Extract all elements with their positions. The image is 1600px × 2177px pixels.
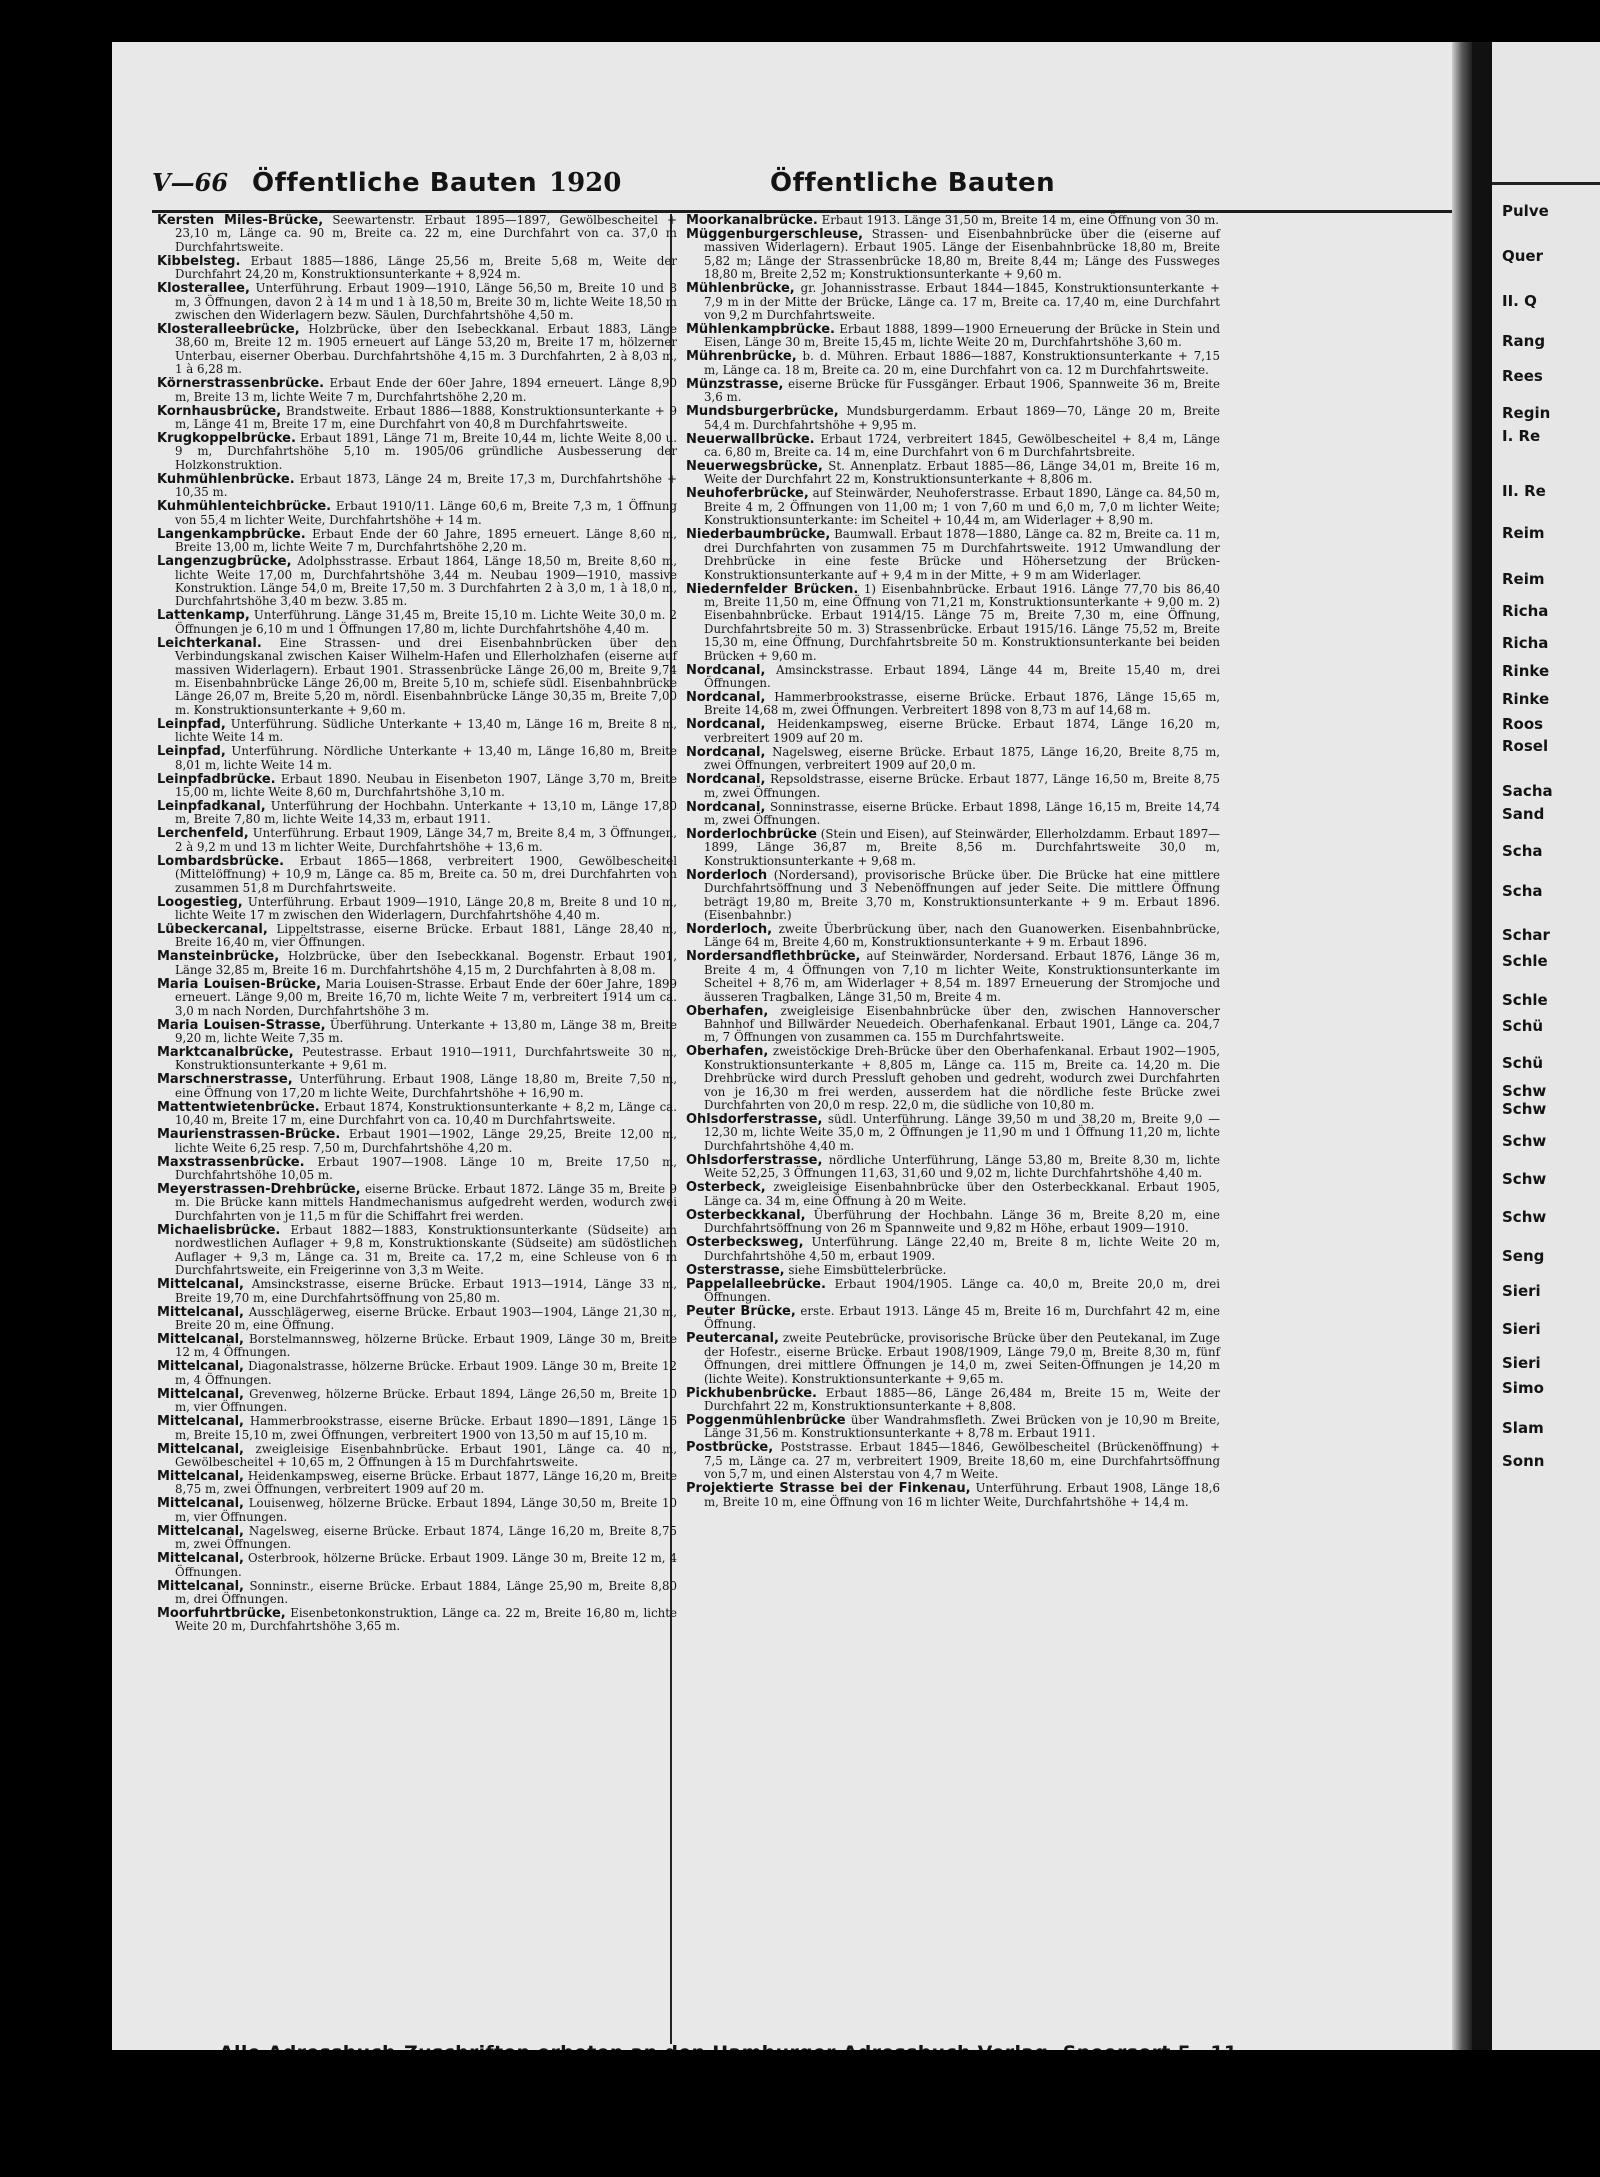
entry-text: St. Annenplatz. Erbaut 1885—86, Länge 34,01 m, Breite 16 m, Weite der Durchfahrt 22 m, Konstruktionsunterkante + 8,806 m.	[704, 459, 1221, 487]
adjacent-entry-fragment: Regin	[1502, 404, 1551, 422]
entry-text: Osterbrook, hölzerne Brücke. Erbaut 1909. Länge 30 m, Breite 12 m, 4 Öffnungen.	[175, 1551, 677, 1579]
entry-name: Osterbeck,	[686, 1180, 766, 1196]
adjacent-entry-fragment: Schar	[1502, 926, 1550, 944]
directory-entry	[686, 1181, 1220, 1208]
entry-name: Nordcanal,	[686, 717, 766, 733]
entry-name: Leinpfad,	[157, 716, 226, 732]
entry-text: (Stein und Eisen), auf Steinwärder, Ellerholzdamm. Erbaut 1897—1899, Länge 36,87 m, Breite 8,56 m. Durchfahrtsweite 30,0 m, Konstruktionsunterkante + 9,68 m.	[704, 826, 1220, 868]
adjacent-entry-fragment: Sieri	[1502, 1320, 1541, 1338]
directory-entry	[157, 1046, 677, 1073]
directory-entry	[157, 1019, 677, 1046]
adjacent-entry-fragment: Sieri	[1502, 1354, 1541, 1372]
entry-name: Nordcanal,	[686, 799, 766, 815]
directory-entry	[157, 896, 677, 923]
entry-text: Überführung. Unterkante + 13,80 m, Länge 38 m, Breite 9,20 m, lichte Weite 7,35 m.	[175, 1017, 678, 1046]
entry-name: Mittelcanal,	[157, 1359, 244, 1375]
entry-text: Erbaut 1885—86, Länge 26,484 m, Breite 15 m, Weite der Durchfahrt 22 m, Konstruktionsunterkante + 8,808.	[704, 1385, 1221, 1413]
entry-text: zweigleisige Eisenbahnbrücke über den, zwischen Hannoverscher Bahnhof und Billwärder Neuedeich. Oberhafenkanal. Erbaut 1901, Länge ca. 204,7 m, 7 Öffnungen von zusammen ca. 155 m Durchfahrtsweite.	[704, 1003, 1221, 1045]
directory-entry	[686, 1441, 1220, 1481]
entry-text: erste. Erbaut 1913. Länge 45 m, Breite 16 m, Durchfahrt 42 m, eine Öffnung.	[704, 1303, 1220, 1332]
entry-name: Projektierte Strasse bei der Finkenau,	[686, 1481, 971, 1497]
adjacent-entry-fragment: Simo	[1502, 1379, 1544, 1397]
entry-text: Erbaut 1882—1883, Konstruktionsunterkante (Südseite) am nordwestlichen Auflager + 9,8 m, Konstruktionskante (Südseite) am südöstlichen Auflager + 9,3 m, Länge ca. 31 m, Breite ca. 17,2 m, eine Schleuse von 6 m Durchfahrtsweite, ein Freigerinne von 3,3 m Weite.	[175, 1222, 677, 1278]
directory-entry	[157, 1415, 677, 1442]
entry-text: Hammerbrookstrasse, eiserne Brücke. Erbaut 1876, Länge 15,65 m, Breite 14,68 m, zwei Öffnungen. Verbreitert 1898 von 8,73 m auf 14,68 m.	[704, 689, 1221, 718]
left-column	[157, 214, 677, 1634]
directory-entry	[157, 500, 677, 527]
directory-entry	[157, 1101, 677, 1128]
entry-name: Kuhmühlenbrücke.	[157, 471, 295, 487]
directory-entry	[157, 1525, 677, 1552]
adjacent-entry-fragment: Slam	[1502, 1419, 1544, 1437]
entry-name: Kersten Miles-Brücke,	[157, 213, 324, 228]
directory-entry	[686, 1113, 1220, 1153]
entry-name: Poggenmühlenbrücke	[686, 1412, 846, 1428]
entry-name: Ohlsdorferstrasse,	[686, 1152, 823, 1168]
entry-text: Hammerbrookstrasse, eiserne Brücke. Erbaut 1890—1891, Länge 16 m, Breite 15,10 m, zwei Öffnungen, verbreitert 1900 von 13,50 m auf 15,10 m.	[175, 1414, 677, 1442]
entry-name: Münzstrasse,	[686, 376, 784, 392]
directory-entry	[157, 1470, 677, 1497]
entry-name: Kibbelsteg.	[157, 253, 241, 269]
entry-name: Norderlochbrücke	[686, 826, 817, 842]
adjacent-entry-fragment: Sacha	[1502, 782, 1553, 800]
directory-entry	[157, 1073, 677, 1100]
entry-name: Maurienstrassen-Brücke.	[157, 1127, 341, 1143]
entry-name: Mittelcanal,	[157, 1277, 244, 1293]
adjacent-entry-fragment: Richa	[1502, 602, 1549, 620]
directory-entry	[686, 801, 1220, 828]
scan-border-left	[0, 0, 112, 2177]
entry-name: Lübeckercanal,	[157, 922, 268, 937]
adjacent-entry-fragment: Rosel	[1502, 737, 1549, 755]
entry-name: Lerchenfeld,	[157, 826, 249, 842]
entry-name: Mittelcanal,	[157, 1441, 244, 1457]
entry-text: Mundsburgerdamm. Erbaut 1869—70, Länge 20 m, Breite 54,4 m. Durchfahrtshöhe + 9,95 m.	[704, 404, 1221, 432]
entry-text: Baumwall. Erbaut 1878—1880, Länge ca. 82 m, Breite ca. 11 m, drei Durchfahrten von zusammen 75 m Durchfahrtsweite. 1912 Umwandlung der Drehbrücke in eine feste Brücke und Höhersetzung der Brücken-Konstruktionsunterkante auf + 9,4 m in der Mitte, + 9 m am Widerlager.	[704, 527, 1220, 582]
directory-entry	[686, 773, 1220, 800]
entry-name: Nordersandflethbrücke,	[686, 949, 861, 965]
entry-text: Erbaut 1873, Länge 24 m, Breite 17,3 m, Durchfahrtshöhe + 10,35 m.	[175, 471, 678, 500]
entry-name: Maxstrassenbrücke.	[157, 1154, 305, 1170]
directory-entry	[157, 978, 677, 1018]
entry-text: Peutestrasse. Erbaut 1910—1911, Durchfahrtsweite 30 m, Konstruktionsunterkante + 9,61 m.	[175, 1045, 678, 1073]
directory-entry	[686, 350, 1220, 377]
entry-name: Leinpfad,	[157, 744, 226, 760]
entry-text: Erbaut 1724, verbreitert 1845, Gewölbescheitel + 8,4 m, Länge ca. 6,80 m, Breite ca. 14 m, eine Durchfahrt von 6 m Durchfahrtsbreite.	[704, 431, 1220, 460]
entry-text: b. d. Mühren. Erbaut 1886—1887, Konstruktionsunterkante + 7,15 m, Länge ca. 18 m, Breite ca. 20 m, eine Durchfahrt von ca. 12 m Durchfahrtsweite.	[704, 349, 1220, 377]
directory-entry	[686, 691, 1220, 718]
entry-text: Diagonalstrasse, hölzerne Brücke. Erbaut 1909. Länge 30 m, Breite 12 m, 4 Öffnungen.	[175, 1359, 677, 1387]
entry-name: Neuerwegsbrücke,	[686, 459, 823, 475]
adjacent-entry-fragment: Roos	[1502, 715, 1544, 733]
adjacent-entry-fragment: Schw	[1502, 1132, 1547, 1150]
directory-entry	[686, 1305, 1220, 1332]
entry-text: Erbaut 1885—1886, Länge 25,56 m, Breite 5,68 m, Weite der Durchfahrt 24,20 m, Konstruktionsunterkante + 8,924 m.	[175, 253, 677, 282]
directory-entry	[157, 1333, 677, 1360]
directory-entry	[157, 1183, 677, 1223]
adjacent-entry-fragment: Schle	[1502, 991, 1548, 1009]
entry-name: Müggenburgerschleuse,	[686, 227, 864, 242]
adjacent-entry-fragment: II. Re	[1502, 482, 1546, 500]
adjacent-entry-fragment: Schw	[1502, 1100, 1547, 1118]
directory-entry	[686, 1209, 1220, 1236]
entry-text: zweite Peutebrücke, provisorische Brücke über den Peutekanal, im Zuge der Hofestr., eiserne Brücke. Erbaut 1908/1909, Länge 79,0 m, Breite 8,30 m, fünf Öffnungen, drei mittlere Öffnungen je 14,0 m, zwei Seiten-Öffnungen je 14,20 m (lichte Weite). Konstruktionsunterkante + 9,65 m.	[704, 1331, 1220, 1386]
directory-entry	[686, 433, 1220, 460]
entry-name: Mittelcanal,	[157, 1468, 244, 1484]
entry-text: Lippeltstrasse, eiserne Brücke. Erbaut 1881, Länge 28,40 m, Breite 16,40 m, vier Öffnungen.	[175, 922, 677, 950]
entry-name: Pappelalleebrücke.	[686, 1276, 826, 1292]
directory-entry	[686, 950, 1220, 1004]
directory-entry	[157, 214, 677, 254]
entry-name: Mittelcanal,	[157, 1523, 244, 1539]
entry-name: Klosterallee,	[157, 281, 250, 297]
page-gutter-shadow	[1452, 42, 1472, 2050]
entry-text: Unterführung. Südliche Unterkante + 13,40 m, Länge 16 m, Breite 8 m, lichte Weite 14 m.	[175, 716, 678, 745]
entry-text: Repsoldstrasse, eiserne Brücke. Erbaut 1877, Länge 16,50 m, Breite 8,75 m, zwei Öffnungen.	[704, 772, 1220, 800]
entry-text: Erbaut 1901—1902, Länge 29,25, Breite 12,00 m, lichte Weite 6,25 resp. 7,50 m, Durchfahrtshöhe 4,20 m.	[175, 1127, 678, 1155]
entry-name: Mittelcanal,	[157, 1386, 244, 1402]
entry-name: Nordcanal,	[686, 662, 766, 678]
entry-text: südl. Unterführung. Länge 39,50 m und 38,20 m, Breite 9,0 — 12,30 m, lichte Weite 35,0 m, 2 Öffnungen je 11,90 m und 1 Öffnung 11,20 m, lichte Durchfahrtshöhe 4,40 m.	[704, 1112, 1221, 1153]
entry-text: zweigleisige Eisenbahnbrücke über den Osterbeckkanal. Erbaut 1905, Länge ca. 34 m, eine Öffnung à 20 m Weite.	[704, 1180, 1221, 1208]
entry-text: siehe Eimsbüttelerbrücke.	[788, 1262, 947, 1277]
entry-name: Leinpfadkanal,	[157, 798, 266, 814]
entry-name: Ohlsdorferstrasse,	[686, 1112, 823, 1128]
scan-border-top	[0, 0, 1600, 42]
directory-entry	[686, 1154, 1220, 1181]
entry-name: Mührenbrücke,	[686, 349, 797, 365]
directory-entry	[686, 405, 1220, 432]
directory-entry	[686, 1264, 1220, 1277]
entry-name: Mundsburgerbrücke,	[686, 404, 839, 420]
directory-entry	[686, 282, 1220, 322]
entry-name: Marktcanalbrücke,	[157, 1045, 294, 1061]
directory-entry	[157, 528, 677, 555]
directory-entry	[686, 1482, 1220, 1509]
directory-entry	[686, 1005, 1220, 1045]
entry-text: zweite Überbrückung über, nach den Guanowerken. Eisenbahnbrücke, Länge 64 m, Breite 4,60 m, Konstruktionsunterkante + 9 m. Erbaut 1896.	[704, 922, 1220, 950]
adjacent-entry-fragment: Seng	[1502, 1247, 1545, 1265]
entry-name: Osterstrasse,	[686, 1262, 785, 1278]
entry-text: Borstelmannsweg, hölzerne Brücke. Erbaut 1909, Länge 30 m, Breite 12 m, 4 Öffnungen.	[175, 1331, 678, 1360]
entry-name: Meyerstrassen-Drehbrücke,	[157, 1182, 361, 1198]
entry-name: Mittelcanal,	[157, 1304, 244, 1320]
entry-name: Klosteralleebrücke,	[157, 322, 300, 338]
entry-text: Erbaut 1891, Länge 71 m, Breite 10,44 m, lichte Weite 8,00 u. 9 m, Durchfahrtshöhe 5,10 m. 1905/06 gründliche Ausbesserung der Holzkonstruktion.	[175, 431, 678, 472]
entry-text: Erbaut 1865—1868, verbreitert 1900, Gewölbescheitel (Mittelöffnung) + 10,9 m, Länge ca. 85 m, Breite ca. 50 m, drei Durchfahrten von zusammen 51,8 m Durchfahrtsweite.	[175, 853, 677, 895]
entry-name: Oberhafen,	[686, 1044, 769, 1060]
entry-name: Pickhubenbrücke.	[686, 1385, 817, 1401]
entry-text: Unterführung. Erbaut 1909, Länge 34,7 m, Breite 8,4 m, 3 Öffnungen, 2 à 9,2 m und 13 m lichter Weite, Durchfahrtshöhe + 13,6 m.	[175, 826, 677, 854]
directory-entry	[157, 1224, 677, 1278]
adjacent-entry-fragment: Scha	[1502, 882, 1543, 900]
entry-name: Mittelcanal,	[157, 1496, 244, 1512]
directory-entry	[686, 1414, 1220, 1441]
directory-entry	[157, 1128, 677, 1155]
entry-text: Unterführung. Erbaut 1908, Länge 18,80 m, Breite 7,50 m, eine Öffnung von 17,20 m lichte Weite, Durchfahrtshöhe + 16,90 m.	[175, 1072, 678, 1100]
entry-name: Langenzugbrücke,	[157, 554, 292, 570]
directory-entry	[686, 460, 1220, 487]
entry-text: Erbaut Ende der 60 Jahre, 1895 erneuert. Länge 8,60 m, Breite 13,00 m, lichte Weite 7 m, Durchfahrtshöhe 2,20 m.	[175, 526, 677, 555]
entry-text: Unterführung. Erbaut 1909—1910, Länge 56,50 m, Breite 10 und 8 m, 3 Öffnungen, davon 2 à 14 m und 1 à 18,50 m, Breite 30 m, lichte Weite 18,50 m zwischen den Widerlagern bezw. Säulen, Durchfahrtshöhe 4,50 m.	[175, 281, 678, 323]
directory-entry	[686, 718, 1220, 745]
directory-entry	[157, 473, 677, 500]
adjacent-page-rule	[1492, 182, 1600, 185]
adjacent-entry-fragment: Schw	[1502, 1208, 1547, 1226]
directory-entry	[157, 1552, 677, 1579]
entry-name: Mühlenkampbrücke.	[686, 322, 835, 338]
directory-entry	[157, 1278, 677, 1305]
entry-text: auf Steinwärder, Neuhoferstrasse. Erbaut 1890, Länge ca. 84,50 m, Breite 4 m, 2 Öffnungen von 11,00 m; 1 von 7,60 m und 6,0 m, 7,0 m lichter Weite; Konstruktionsunterkante: im Scheitel + 10,44 m, am Widerlager + 8,90 m.	[704, 486, 1220, 528]
entry-text: Erbaut 1874, Konstruktionsunterkante + 8,2 m, Länge ca. 10,40 m, Breite 17 m, eine Durchfahrt von ca. 10,40 m Durchfahrtsweite.	[175, 1099, 678, 1128]
directory-entry	[157, 432, 677, 472]
directory-entry	[686, 323, 1220, 350]
directory-entry	[157, 555, 677, 609]
directory-entry	[157, 637, 677, 717]
directory-entry	[157, 745, 677, 772]
entry-text: Überführung der Hochbahn. Länge 36 m, Breite 8,20 m, eine Durchfahrtsöffnung von 26 m Spannweite und 9,82 m Höhe, erbaut 1909—1910.	[704, 1207, 1221, 1236]
entry-text: Adolphsstrasse. Erbaut 1864, Länge 18,50 m, Breite 8,60 m, lichte Weite 17,00 m, Durchfahrtshöhe 3,44 m. Neubau 1909—1910, massive Konstruktion. Länge 54,0 m, Breite 17,50 m. 3 Durchfahrten 2 à 3,0 m, 1 à 18,0 m, Durchfahrtshöhe 3,40 m bezw. 3.85 m.	[175, 554, 677, 609]
entry-text: Sonninstrasse, eiserne Brücke. Erbaut 1898, Länge 16,15 m, Breite 14,74 m, zwei Öffnungen.	[704, 799, 1221, 827]
entry-name: Osterbeckkanal,	[686, 1207, 806, 1223]
adjacent-entry-fragment: Reim	[1502, 524, 1545, 542]
directory-entry	[686, 869, 1220, 923]
entry-text: Unterführung. Länge 31,45 m, Breite 15,10 m. Lichte Weite 30,0 m. 2 Öffnungen je 6,10 m und 1 Öffnungen 17,80 m, lichte Durchfahrtshöhe 4,40 m.	[175, 608, 678, 636]
page-number: V—66	[152, 168, 229, 197]
directory-entry	[686, 228, 1220, 282]
adjacent-entry-fragment: Rees	[1502, 367, 1543, 385]
adjacent-entry-fragment: Reim	[1502, 570, 1545, 588]
right-column	[686, 214, 1220, 1510]
entry-text: eiserne Brücke. Erbaut 1872. Länge 35 m, Breite 9 m. Die Brücke kann mittels Handmechanismus aufgedreht werden, wodurch zwei Durchfahrten von je 11,5 m für die Schiffahrt frei werden.	[175, 1182, 677, 1223]
adjacent-entry-fragment: Schle	[1502, 952, 1548, 970]
entry-name: Neuerwallbrücke.	[686, 431, 815, 447]
directory-entry	[157, 255, 677, 282]
directory-entry	[157, 855, 677, 895]
entry-text: Heidenkampsweg, eiserne Brücke. Erbaut 1877, Länge 16,20 m, Breite 8,75 m, zwei Öffnungen, verbreitert 1909 auf 20 m.	[175, 1468, 678, 1497]
directory-entry	[157, 1306, 677, 1333]
entry-text: Unterführung. Länge 22,40 m, Breite 8 m, lichte Weite 20 m, Durchfahrtshöhe 4,50 m, erbaut 1909.	[704, 1235, 1221, 1263]
directory-entry	[157, 1360, 677, 1387]
entry-text: über Wandrahmsfleth. Zwei Brücken von je 10,90 m Breite, Länge 31,56 m. Konstruktionsunterkante + 8,78 m. Erbaut 1911.	[704, 1412, 1220, 1441]
directory-entry	[686, 528, 1220, 582]
entry-text: Erbaut Ende der 60er Jahre, 1894 erneuert. Länge 8,90 m, Breite 13 m, lichte Weite 7 m, Durchfahrtshöhe 2,20 m.	[175, 376, 678, 404]
entry-text: Maria Louisen-Strasse. Erbaut Ende der 60er Jahre, 1899 erneuert. Länge 9,00 m, Breite 16,70 m, lichte Weite 7 m, verbreitert 1914 um ca. 3,0 m nach Norden, Durchfahrtshöhe 3 m.	[175, 976, 678, 1018]
page-year: 1920	[549, 168, 622, 198]
entry-text: zweistöckige Dreh-Brücke über den Oberhafenkanal. Erbaut 1902—1905, Konstruktionsunterkante + 8,805 m, Länge ca. 115 m, Breite ca. 14,20 m. Die Drehbrücke wird durch Pressluft gehoben und gedreht, wodurch zwei Durchfahrten von je 16,30 m frei werden, ausserdem hat die nördliche feste Brücke zwei Durchfahrten von 20,0 m resp. 22,0 m, die südliche von 10,80 m.	[704, 1044, 1220, 1113]
scan-border-bottom	[0, 2050, 1600, 2177]
adjacent-entry-fragment: II. Q	[1502, 292, 1537, 310]
adjacent-entry-fragment: Sieri	[1502, 1282, 1541, 1300]
adjacent-entry-fragment: Scha	[1502, 842, 1543, 860]
adjacent-entry-fragment: Rinke	[1502, 662, 1550, 680]
entry-text: Sonninstr., eiserne Brücke. Erbaut 1884, Länge 25,90 m, Breite 8,80 m, drei Öffnungen.	[175, 1578, 677, 1606]
entry-text: Poststrasse. Erbaut 1845—1846, Gewölbescheitel (Brückenöffnung) + 7,5 m, Länge ca. 27 m, verbreitert 1909, Breite 18,60 m, eine Durchfahrtsöffnung von 5,7 m, und einen Alsterstau von 4,7 m Weite.	[704, 1440, 1220, 1482]
entry-name: Mansteinbrücke,	[157, 949, 280, 965]
entry-text: Ausschlägerweg, eiserne Brücke. Erbaut 1903—1904, Länge 21,30 m, Breite 20 m, eine Öffnung.	[175, 1304, 677, 1332]
entry-text: Unterführung. Nördliche Unterkante + 13,40 m, Länge 16,80 m, Breite 8,01 m, lichte Weite 14 m.	[175, 744, 677, 772]
entry-name: Moorkanalbrücke.	[686, 213, 818, 228]
entry-name: Peutercanal,	[686, 1331, 779, 1347]
directory-entry	[686, 214, 1220, 227]
entry-name: Michaelisbrücke.	[157, 1222, 281, 1238]
entry-text: eiserne Brücke für Fussgänger. Erbaut 1906, Spannweite 36 m, Breite 3,6 m.	[704, 376, 1220, 405]
entry-name: Krugkoppelbrücke.	[157, 431, 296, 447]
directory-entry	[157, 923, 677, 950]
entry-name: Mattentwietenbrücke.	[157, 1099, 320, 1115]
adjacent-entry-fragment: Sand	[1502, 805, 1545, 823]
entry-name: Norderloch,	[686, 922, 773, 937]
entry-name: Peuter Brücke,	[686, 1303, 796, 1319]
directory-entry	[686, 583, 1220, 663]
directory-entry	[686, 1045, 1220, 1112]
directory-entry	[686, 746, 1220, 773]
entry-name: Mittelcanal,	[157, 1578, 244, 1594]
entry-name: Körnerstrassenbrücke.	[157, 376, 325, 392]
directory-entry	[686, 664, 1220, 691]
entry-text: gr. Johannisstrasse. Erbaut 1844—1845, Konstruktionsunterkante + 7,9 m in der Mitte der Brücke, Länge ca. 17 m, Breite ca. 17,40 m, eine Durchfahrt von 9,2 m Durchfahrtsweite.	[704, 281, 1220, 323]
book-page	[112, 42, 1452, 2050]
directory-entry	[686, 828, 1220, 868]
entry-text: Eisenbetonkonstruktion, Länge ca. 22 m, Breite 16,80 m, lichte Weite 20 m, Durchfahrtshöhe 3,65 m.	[175, 1605, 677, 1634]
directory-entry	[157, 718, 677, 745]
entry-text: Amsinckstrasse, eiserne Brücke. Erbaut 1913—1914, Länge 33 m, Breite 19,70 m, eine Durchfahrtsöffnung von 25,80 m.	[175, 1277, 677, 1305]
scan-gutter	[1472, 42, 1492, 2050]
running-title-right: Öffentliche Bauten	[770, 168, 1056, 198]
adjacent-entry-fragment: Schü	[1502, 1017, 1544, 1035]
entry-name: Nordcanal,	[686, 772, 766, 788]
entry-name: Langenkampbrücke.	[157, 526, 306, 542]
directory-entry	[157, 827, 677, 854]
adjacent-entry-fragment: Schw	[1502, 1082, 1547, 1100]
entry-name: Mittelcanal,	[157, 1551, 244, 1567]
adjacent-entry-fragment: Rinke	[1502, 690, 1550, 708]
directory-entry	[686, 1278, 1220, 1305]
entry-text: Erbaut 1913. Länge 31,50 m, Breite 14 m, eine Öffnung von 30 m.	[821, 213, 1220, 227]
entry-text: Heidenkampsweg, eiserne Brücke. Erbaut 1874, Länge 16,20 m, verbreitert 1909 auf 20 m.	[704, 717, 1220, 745]
entry-name: Norderloch	[686, 867, 768, 883]
entry-text: Erbaut 1888, 1899—1900 Erneuerung der Brücke in Stein und Eisen, Länge 30 m, Breite 15,45 m, lichte Weite 20 m, Durchfahrtshöhe 3,60 m.	[704, 322, 1220, 350]
entry-text: Nagelsweg, eiserne Brücke. Erbaut 1875, Länge 16,20, Breite 8,75 m, zwei Öffnungen, verbreitert 1909 auf 20,0 m.	[704, 744, 1221, 773]
directory-entry	[686, 1387, 1220, 1414]
entry-text: Strassen- und Eisenbahnbrücke über die (eiserne auf massiven Widerlagern). Erbaut 1905. Länge der Eisenbahnbrücke 18,80 m, Breite 5,82 m; Länge der Strassenbrücke 18,80 m, Breite 8,44 m; Länge des Fussweges 18,80 m, Breite 2,52 m; Konstruktionsunterkante + 9,60 m.	[704, 227, 1221, 282]
entry-text: Holzbrücke, über den Isebeckkanal. Bogenstr. Erbaut 1901, Länge 32,85 m, Breite 16 m. Durchfahrtshöhe 4,15 m, 2 Durchfahrten à 8,08 m.	[175, 949, 678, 977]
entry-name: Nordcanal,	[686, 744, 766, 760]
entry-text: Unterführung. Erbaut 1909—1910, Länge 20,8 m, Breite 8 und 10 m, lichte Weite 17 m zwischen den Widerlagern, Durchfahrtshöhe 4,40 m.	[175, 894, 677, 922]
directory-entry	[157, 1443, 677, 1470]
entry-name: Neuhoferbrücke,	[686, 486, 809, 502]
entry-text: Louisenweg, hölzerne Brücke. Erbaut 1894, Länge 30,50 m, Breite 10 m, vier Öffnungen.	[175, 1496, 677, 1524]
adjacent-page-fragment	[1492, 42, 1600, 2050]
entry-text: Erbaut 1904/1905. Länge ca. 40,0 m, Breite 20,0 m, drei Öffnungen.	[704, 1276, 1220, 1304]
adjacent-entry-fragment: Pulve	[1502, 202, 1549, 220]
entry-text: auf Steinwärder, Nordersand. Erbaut 1876, Länge 36 m, Breite 4 m, 4 Öffnungen von 7,10 m lichter Weite, Konstruktionsunterkante im Scheitel + 8,76 m, am Widerlager + 8,54 m. 1897 Erneuerung der Stromjoche und äusseren Tragbalken, Länge 31,50 m, Breite 4 m.	[704, 949, 1220, 1004]
running-title-left: Öffentliche Bauten	[252, 168, 538, 198]
directory-entry	[157, 800, 677, 827]
entry-name: Leinpfadbrücke.	[157, 771, 276, 787]
entry-name: Lombardsbrücke.	[157, 853, 285, 869]
adjacent-entry-fragment: Sonn	[1502, 1452, 1545, 1470]
directory-entry	[157, 1607, 677, 1634]
adjacent-entry-fragment: Schw	[1502, 1170, 1547, 1188]
entry-name: Postbrücke,	[686, 1440, 774, 1456]
directory-entry	[686, 1332, 1220, 1386]
entry-name: Kornhausbrücke,	[157, 403, 282, 419]
page-header	[152, 168, 1457, 208]
entry-name: Osterbecksweg,	[686, 1235, 804, 1251]
entry-name: Nordcanal,	[686, 689, 766, 705]
entry-text: Nagelsweg, eiserne Brücke. Erbaut 1874, Länge 16,20 m, Breite 8,75 m, zwei Öffnungen.	[175, 1523, 678, 1552]
entry-name: Mittelcanal,	[157, 1331, 244, 1347]
directory-entry	[157, 1580, 677, 1607]
entry-name: Kuhmühlenteichbrücke.	[157, 499, 332, 515]
directory-entry	[157, 282, 677, 322]
entry-text: Unterführung. Erbaut 1908, Länge 18,6 m, Breite 10 m, eine Öffnung von 16 m lichter Weite, Durchfahrtshöhe + 14,4 m.	[704, 1481, 1220, 1509]
entry-text: nördliche Unterführung, Länge 53,80 m, Breite 8,30 m, lichte Weite 52,25, 3 Öffnungen 11,63, 31,60 und 9,02 m, lichte Durchfahrtshöhe 4,40 m.	[704, 1152, 1220, 1181]
entry-name: Maria Louisen-Brücke,	[157, 976, 322, 992]
entry-name: Leichterkanal.	[157, 635, 262, 651]
entry-name: Niederbaumbrücke,	[686, 527, 831, 543]
directory-entry	[686, 487, 1220, 527]
directory-entry	[686, 378, 1220, 405]
entry-name: Marschnerstrasse,	[157, 1072, 293, 1088]
adjacent-entry-fragment: Rang	[1502, 332, 1546, 350]
entry-name: Lattenkamp,	[157, 608, 250, 624]
directory-entry	[686, 1236, 1220, 1263]
entry-text: Erbaut 1910/11. Länge 60,6 m, Breite 7,3 m, 1 Öffnung von 55,4 m lichter Weite, Durchfahrtshöhe + 14 m.	[175, 499, 678, 527]
entry-text: Eine Strassen- und drei Eisenbahnbrücken über den Verbindungskanal zwischen Kaiser Wilhelm-Hafen und Ellerholzhafen (eiserne auf massiven Widerlagern). Erbaut 1901. Strassenbrücke Länge 26,00 m, Breite 9,74 m. Eisenbahnbrücke Länge 26,00 m, Breite 5,10 m, schiefe südl. Eisenbahnbrücke Länge 26,07 m, Breite 5,20 m, nördl. Eisenbahnbrücke Länge 30,35 m, Breite 7,00 m. Konstruktionsunterkante + 9,60 m.	[175, 635, 677, 717]
adjacent-entry-fragment: Quer	[1502, 247, 1544, 265]
directory-entry	[157, 323, 677, 377]
entry-text: 1) Eisenbahnbrücke. Erbaut 1916. Länge 77,70 bis 86,40 m, Breite 11,50 m, eine Öffnung von 71,21 m, Konstruktionsunterkante + 9,00 m. 2) Eisenbahnbrücke. Erbaut 1914/15. Länge 75 m, Breite 7,30 m, eine Öffnung, Durchfahrtsbreite 50 m. 3) Strassenbrücke. Erbaut 1915/16. Länge 75,52 m, Breite 15,30 m, eine Öffnung, Durchfahrtsbreite 50 m. Konstruktionsunterkante bei beiden Brücken + 9,60 m.	[704, 581, 1220, 663]
directory-entry	[157, 1156, 677, 1183]
adjacent-entry-fragment: Richa	[1502, 634, 1549, 652]
adjacent-entry-fragment: I. Re	[1502, 427, 1541, 445]
directory-entry	[157, 405, 677, 432]
directory-entry	[157, 1497, 677, 1524]
directory-entry	[157, 377, 677, 404]
entry-name: Mühlenbrücke,	[686, 281, 795, 297]
entry-name: Loogestieg,	[157, 894, 243, 910]
entry-name: Niedernfelder Brücken.	[686, 581, 859, 597]
entry-text: Brandstweite. Erbaut 1886—1888, Konstruktionsunterkante + 9 m, Länge 41 m, Breite 17 m, eine Durchfahrt von 40,8 m Durchfahrtsweite.	[175, 403, 678, 432]
entry-text: Holzbrücke, über den Isebeckkanal. Erbaut 1883, Länge 38,60 m, Breite 12 m. 1905 erneuert auf Länge 53,20 m, Breite 17 m, hölzerner Unterbau, eiserner Oberbau. Durchfahrtshöhe 4,15 m. 3 Durchfahrten, 2 à 8,03 m, 1 à 6,28 m.	[175, 322, 677, 377]
directory-entry	[157, 773, 677, 800]
directory-entry	[686, 923, 1220, 950]
entry-name: Oberhafen,	[686, 1003, 769, 1019]
entry-text: Amsinckstrasse. Erbaut 1894, Länge 44 m, Breite 15,40 m, drei Öffnungen.	[704, 662, 1220, 690]
entry-name: Moorfuhrtbrücke,	[157, 1605, 286, 1621]
entry-text: Erbaut 1890. Neubau in Eisenbeton 1907, Länge 3,70 m, Breite 15,00 m, lichte Weite 8,60 m, Durchfahrtshöhe 3,10 m.	[175, 771, 678, 799]
entry-text: zweigleisige Eisenbahnbrücke. Erbaut 1901, Länge ca. 40 m, Gewölbescheitel + 10,65 m, 2 Öffnungen à 15 m Durchfahrtsweite.	[175, 1441, 678, 1469]
entry-name: Mittelcanal,	[157, 1414, 244, 1430]
entry-text: Seewartenstr. Erbaut 1895—1897, Gewölbescheitel + 23,10 m, Länge ca. 90 m, Breite ca. 22 m, eine Durchfahrt von ca. 37,0 m Durchfahrtsweite.	[175, 213, 677, 254]
directory-entry	[157, 950, 677, 977]
directory-entry	[157, 609, 677, 636]
adjacent-entry-fragment: Schü	[1502, 1054, 1544, 1072]
directory-entry	[157, 1388, 677, 1415]
entry-text: Erbaut 1907—1908. Länge 10 m, Breite 17,50 m, Durchfahrtshöhe 10,05 m.	[175, 1154, 678, 1183]
entry-text: (Nordersand), provisorische Brücke über. Die Brücke hat eine mittlere Durchfahrtsöffnung und 3 Nebenöffnungen auf jeder Seite. Die mittlere Öffnung beträgt 19,80 m, Breite 3,70 m, Konstruktionsunterkante + 9 m. Erbaut 1896. (Eisenbahnbr.)	[704, 867, 1220, 922]
entry-text: Grevenweg, hölzerne Brücke. Erbaut 1894, Länge 26,50 m, Breite 10 m, vier Öffnungen.	[175, 1386, 677, 1415]
entry-name: Maria Louisen-Strasse,	[157, 1017, 326, 1033]
entry-text: Unterführung der Hochbahn. Unterkante + 13,10 m, Länge 17,80 m, Breite 7,80 m, lichte Weite 14,33 m, erbaut 1911.	[175, 798, 677, 827]
